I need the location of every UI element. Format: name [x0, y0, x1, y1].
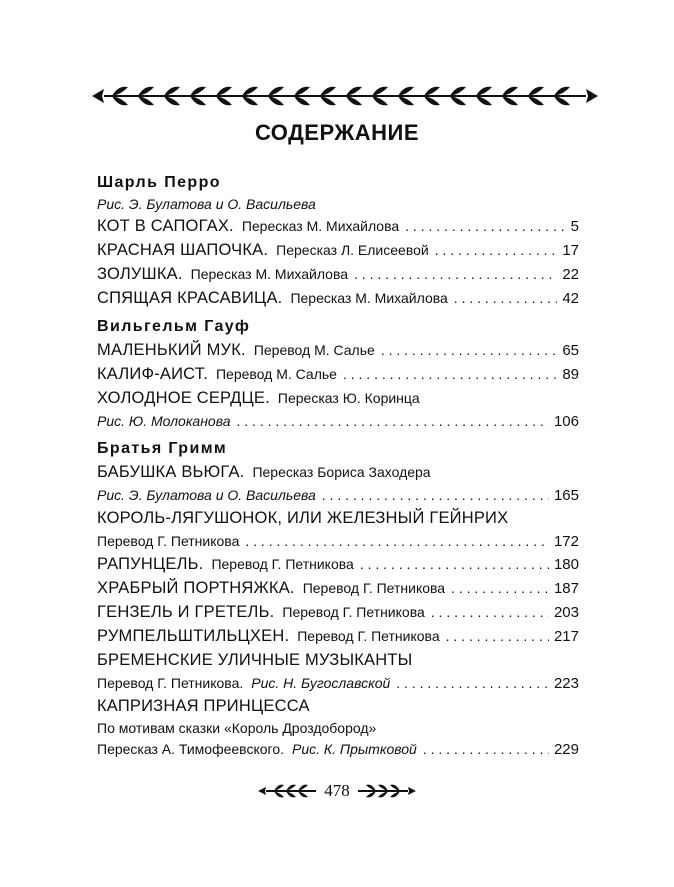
page-ref: 223 — [553, 675, 579, 692]
toc-entry-subtitle — [97, 718, 579, 738]
source-note: По мотивам сказки «Король Дроздобород» — [97, 720, 377, 736]
work-title: СПЯЩАЯ КРАСАВИЦА. — [97, 289, 283, 307]
page-title: СОДЕРЖАНИЕ — [254, 120, 420, 145]
toc-entry-heading — [97, 694, 579, 718]
page-ref: 65 — [562, 342, 579, 359]
translator-note: Пересказ М. Михайлова — [290, 290, 448, 306]
ornament-leaf — [138, 87, 154, 96]
toc-entry — [97, 530, 579, 552]
dot-leader — [451, 576, 549, 600]
ornament-leaf — [502, 96, 518, 105]
dot-leader — [431, 600, 549, 624]
toc-entry — [97, 214, 579, 238]
toc-entry-heading — [97, 648, 579, 672]
translator-note: Перевод Г. Петникова — [282, 604, 425, 620]
ornament-leaf — [268, 87, 284, 96]
ornament-leaf — [424, 87, 440, 96]
dot-leader — [423, 738, 549, 760]
toc-entry — [97, 672, 579, 694]
page-ref: 17 — [562, 242, 579, 259]
dot-leader — [381, 338, 558, 362]
page-ref: 217 — [553, 628, 579, 645]
dot-leader — [322, 484, 549, 506]
illustrator-note: Рис. Э. Булатова и О. Васильева — [97, 487, 316, 503]
translator-note: Пересказ Ю. Коринца — [277, 390, 420, 406]
page-ref: 22 — [562, 266, 579, 283]
translator-note: Пересказ Л. Елисеевой — [276, 242, 429, 258]
page-ref: 203 — [553, 604, 579, 621]
ornament-leaf — [112, 96, 128, 105]
work-title: РАПУНЦЕЛЬ. — [97, 555, 204, 573]
ornament-leaf — [554, 87, 570, 96]
page-ref: 187 — [553, 580, 579, 597]
translator-note: Пересказ М. Михайлова — [190, 266, 349, 282]
ornament-leaf — [346, 96, 362, 105]
ornament-leaf — [320, 87, 336, 96]
toc-entry — [97, 286, 579, 310]
work-title: МАЛЕНЬКИЙ МУК. — [97, 341, 246, 359]
ornament-leaf — [424, 96, 440, 105]
page-ref: 89 — [562, 366, 579, 383]
work-title: КАПРИЗНАЯ ПРИНЦЕССА — [97, 697, 310, 715]
dot-leader — [237, 410, 549, 432]
ornament-leaf — [294, 96, 310, 105]
work-title: ГЕНЗЕЛЬ И ГРЕТЕЛЬ. — [97, 603, 275, 621]
ornament-leaf — [268, 96, 284, 105]
dot-leader — [446, 624, 549, 648]
ornament-leaf — [216, 96, 232, 105]
toc-entry — [97, 484, 579, 506]
toc-entry — [97, 600, 579, 624]
page-ref: 106 — [553, 413, 579, 430]
ornament-leaf — [554, 96, 570, 105]
illustrator-note: Рис. К. Прытковой — [292, 741, 417, 757]
toc-entry — [97, 262, 579, 286]
work-title: РУМПЕЛЬШТИЛЬЦХЕН. — [97, 627, 290, 645]
dot-leader — [454, 286, 558, 310]
translator-note: Перевод Г. Петникова — [297, 628, 440, 644]
ornament-leaf — [476, 87, 492, 96]
page-number: 478 — [324, 781, 350, 800]
work-title: ХОЛОДНОЕ СЕРДЦЕ. — [97, 389, 270, 407]
footer-ornament-left-icon — [258, 781, 318, 801]
toc-entry — [97, 410, 579, 432]
dot-leader — [405, 214, 566, 238]
toc-entry — [97, 238, 579, 262]
table-of-contents — [97, 172, 579, 760]
toc-entry — [97, 338, 579, 362]
ornament-leaf — [242, 87, 258, 96]
translator-note: Перевод Г. Петникова. — [97, 675, 244, 691]
footer-ornament-right-icon — [356, 781, 416, 801]
ornament-leaf — [216, 87, 232, 96]
ornament-leaf — [164, 96, 180, 105]
dot-leader — [343, 362, 557, 386]
section-illustrators — [97, 194, 579, 214]
toc-entry-heading — [97, 386, 579, 410]
toc-entry — [97, 552, 579, 576]
ornament-leaf — [372, 87, 388, 96]
ornament-leaf — [398, 96, 414, 105]
toc-entry — [97, 576, 579, 600]
toc-entry — [97, 624, 579, 648]
dot-leader — [245, 530, 549, 552]
ornament-leaf — [372, 96, 388, 105]
translator-note: Перевод Г. Петникова — [97, 533, 240, 549]
illustrator-note: Рис. Ю. Молоканова — [97, 413, 231, 429]
ornament-leaf — [450, 96, 466, 105]
ornament-leaf — [320, 96, 336, 105]
translator-note: Перевод Г. Петникова — [211, 556, 354, 572]
translator-note: Перевод Г. Петникова — [302, 580, 446, 596]
ornament-leaf — [242, 96, 258, 105]
ornament-leaf — [502, 87, 518, 96]
ornament-leaf — [190, 87, 206, 96]
page-footer — [0, 776, 674, 806]
dot-leader — [396, 672, 549, 694]
work-title: КОРОЛЬ-ЛЯГУШОНОК, ИЛИ ЖЕЛЕЗНЫЙ ГЕЙНРИХ — [97, 509, 509, 527]
page-ref: 172 — [553, 533, 579, 550]
ornament-leaf — [476, 96, 492, 105]
ornament-leaf — [398, 87, 414, 96]
dot-leader — [360, 552, 549, 576]
work-title: КАЛИФ-АИСТ. — [97, 365, 208, 383]
ornament-leaf — [528, 87, 544, 96]
ornament-leaf — [294, 87, 310, 96]
translator-note: Перевод М. Салье — [253, 342, 375, 358]
translator-note: Пересказ А. Тимофеевского. — [97, 741, 284, 757]
author-heading: Шарль Перро — [97, 174, 221, 191]
page-ref: 229 — [553, 741, 579, 758]
toc-entry — [97, 362, 579, 386]
work-title: БРЕМЕНСКИЕ УЛИЧНЫЕ МУЗЫКАНТЫ — [97, 651, 413, 669]
work-title: ХРАБРЫЙ ПОРТНЯЖКА. — [97, 579, 295, 597]
ornament-leaf — [528, 96, 544, 105]
work-title: КОТ В САПОГАХ. — [97, 217, 234, 235]
work-title: ЗОЛУШКА. — [97, 265, 183, 283]
page-ref: 5 — [570, 218, 579, 235]
dot-leader — [435, 238, 558, 262]
dot-leader — [354, 262, 557, 286]
ornament-leaf — [190, 96, 206, 105]
toc-entry-heading — [97, 506, 579, 530]
toc-entry-heading — [97, 460, 579, 484]
page-ref: 42 — [562, 290, 579, 307]
translator-note: Перевод М. Салье — [215, 366, 337, 382]
illustrator-note: Рис. Н. Бугославской — [251, 675, 391, 691]
ornament-leaf — [138, 96, 154, 105]
ornament-leaf — [450, 87, 466, 96]
translator-note: Пересказ М. Михайлова — [241, 218, 400, 234]
ornament-leaf — [112, 87, 128, 96]
page-ref: 180 — [553, 556, 579, 573]
top-ornament — [92, 84, 598, 108]
translator-note: Пересказ Бориса Заходера — [252, 464, 431, 480]
toc-entry — [97, 738, 579, 760]
author-heading: Вильгельм Гауф — [97, 318, 251, 335]
page-ref: 165 — [553, 487, 579, 504]
illustrator-note: Рис. Э. Булатова и О. Васильева — [97, 196, 316, 212]
author-heading: Братья Гримм — [97, 440, 228, 457]
ornament-leaf — [346, 87, 362, 96]
work-title: БАБУШКА ВЬЮГА. — [97, 463, 245, 481]
ornament-leaf — [164, 87, 180, 96]
work-title: КРАСНАЯ ШАПОЧКА. — [97, 241, 269, 259]
